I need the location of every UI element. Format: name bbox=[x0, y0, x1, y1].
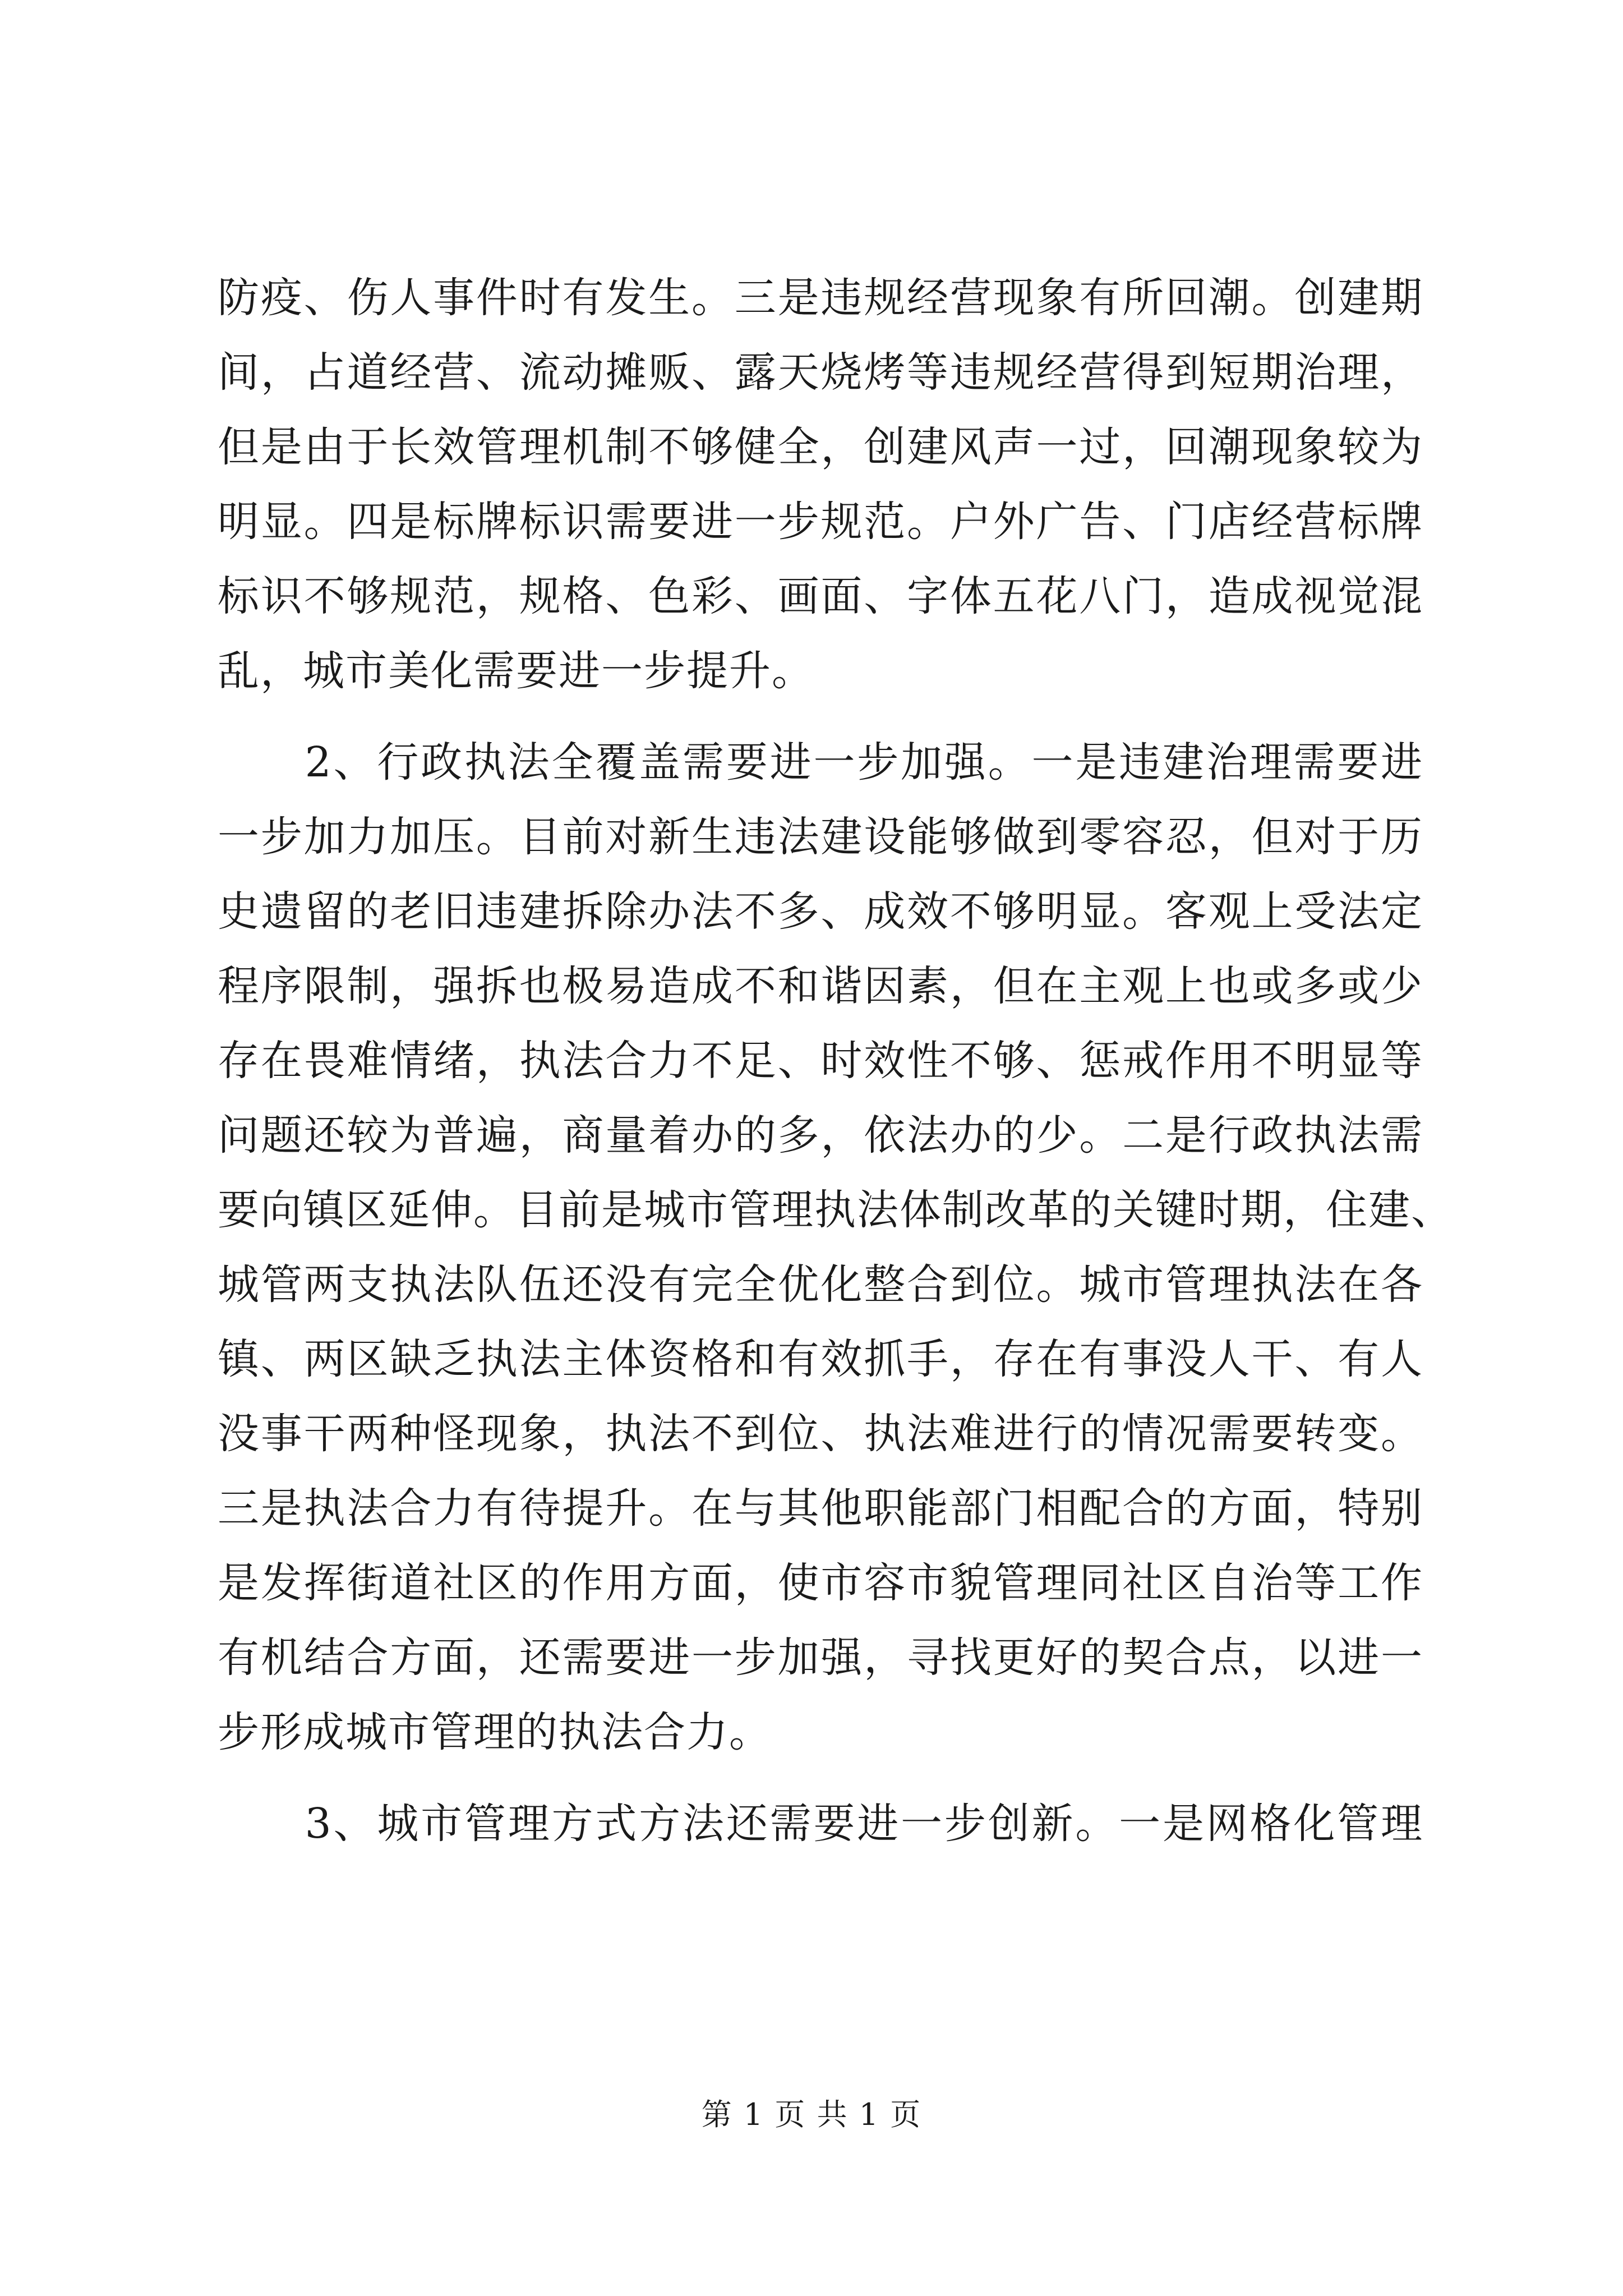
text-line: 存在畏难情绪，执法合力不足、时效性不够、惩戒作用不明显等 bbox=[218, 1037, 1423, 1085]
text-line: 问题还较为普遍，商量着办的多，依法办的少。二是行政执法需 bbox=[218, 1111, 1423, 1159]
text-line: 要向镇区延伸。目前是城市管理执法体制改革的关键时期，住建、 bbox=[218, 1186, 1454, 1234]
paragraph-1 bbox=[218, 261, 1423, 708]
paragraph-spacer bbox=[218, 708, 1423, 725]
paragraph-2 bbox=[218, 725, 1454, 1770]
text-line: 三是执法合力有待提升。在与其他职能部门相配合的方面，特别 bbox=[218, 1484, 1423, 1533]
text-line: 史遗留的老旧违建拆除办法不多、成效不够明显。客观上受法定 bbox=[218, 887, 1423, 936]
text-line: 明显。四是标牌标识需要进一步规范。户外广告、门店经营标牌 bbox=[218, 498, 1423, 546]
text-line: 防疫、伤人事件时有发生。三是违规经营现象有所回潮。创建期 bbox=[218, 274, 1423, 322]
text-line: 但是由于长效管理机制不够健全，创建风声一过，回潮现象较为 bbox=[218, 423, 1423, 471]
text-line: 2、行政执法全覆盖需要进一步加强。一是违建治理需要进 bbox=[218, 738, 1423, 786]
text-line: 程序限制，强拆也极易造成不和谐因素，但在主观上也或多或少 bbox=[218, 962, 1423, 1010]
text-line: 标识不够规范，规格、色彩、画面、字体五花八门，造成视觉混 bbox=[218, 572, 1423, 620]
paragraph-spacer bbox=[218, 1770, 1423, 1787]
text-line: 3、城市管理方式方法还需要进一步创新。一是网格化管理 bbox=[218, 1800, 1423, 1848]
text-line: 乱，城市美化需要进一步提升。 bbox=[218, 647, 814, 695]
text-line: 镇、两区缺乏执法主体资格和有效抓手，存在有事没人干、有人 bbox=[218, 1335, 1423, 1383]
text-line: 间，占道经营、流动摊贩、露天烧烤等违规经营得到短期治理， bbox=[218, 348, 1423, 397]
page-number-footer: 第 1 页 共 1 页 bbox=[701, 2097, 922, 2132]
text-line: 没事干两种怪现象，执法不到位、执法难进行的情况需要转变。 bbox=[218, 1410, 1423, 1458]
text-line: 是发挥街道社区的作用方面，使市容市貌管理同社区自治等工作 bbox=[218, 1559, 1423, 1607]
text-line: 有机结合方面，还需要进一步加强，寻找更好的契合点，以进一 bbox=[218, 1634, 1423, 1682]
text-line: 一步加力加压。目前对新生违法建设能够做到零容忍，但对于历 bbox=[218, 813, 1423, 861]
text-line: 城管两支执法队伍还没有完全优化整合到位。城市管理执法在各 bbox=[218, 1260, 1423, 1309]
paragraph-3 bbox=[218, 1787, 1423, 1861]
document-body bbox=[218, 261, 1454, 1861]
text-line: 步形成城市管理的执法合力。 bbox=[218, 1708, 772, 1756]
